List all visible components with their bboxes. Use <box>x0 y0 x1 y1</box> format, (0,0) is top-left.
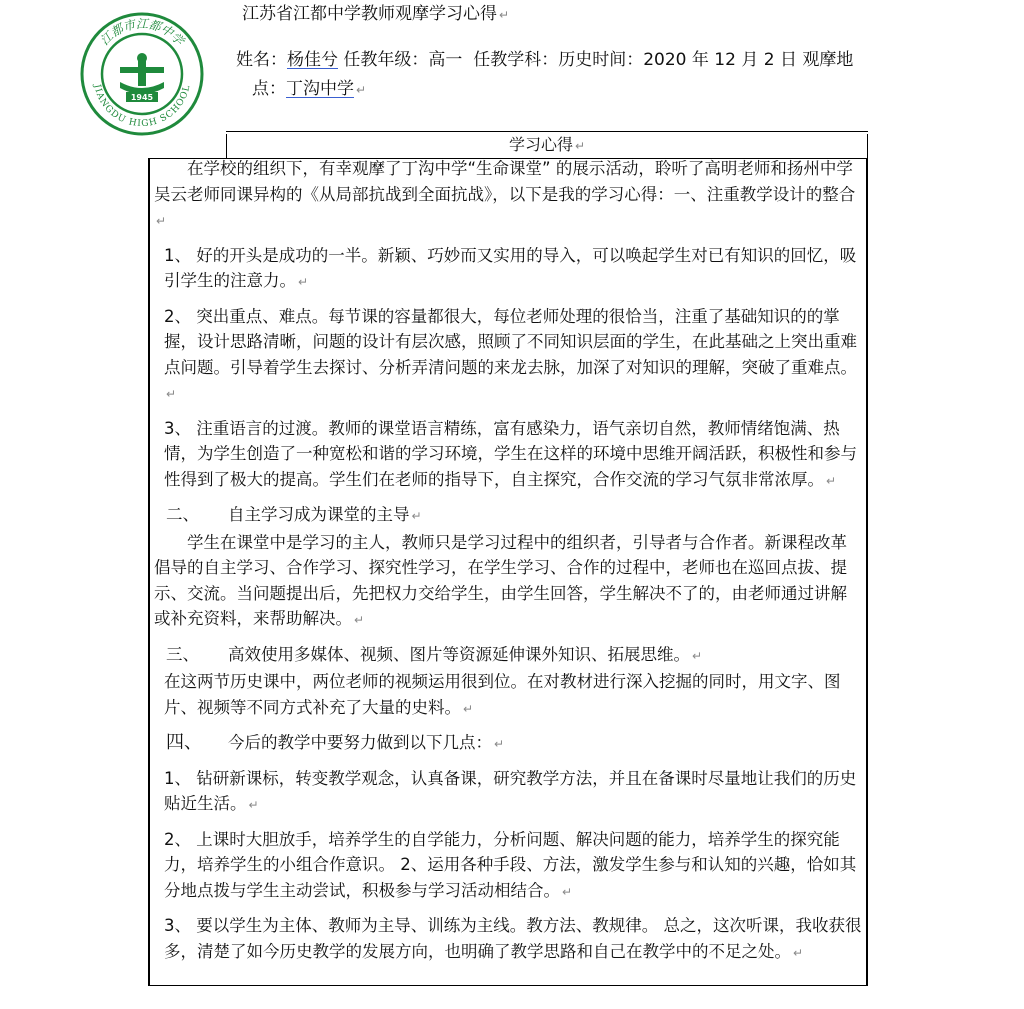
time-label: 时间： <box>592 50 644 70</box>
logo-top-text: 江都市江都中学 <box>97 17 187 48</box>
name-value: 杨佳兮 <box>287 50 338 70</box>
document-title: 江苏省江都中学教师观摩学习心得 ↵ <box>242 4 510 24</box>
content-body <box>154 156 862 966</box>
school-logo <box>80 12 204 136</box>
place-label-a: 观摩地 <box>796 50 854 70</box>
grade-label: 任教年级： <box>338 50 429 70</box>
logo-year: 1945 <box>130 93 154 102</box>
logo-bottom-text: JIANGDU HIGH SCHOOL <box>91 83 193 130</box>
subject-label: 任教学科： <box>467 50 559 70</box>
paragraph-point-2: 2、 突出重点、难点。每节课的容量都很大，每位老师处理的很恰当，注重了基础知识的的掌握，设计思路清晰，问题的设计有层次感，照顾了不同知识层面的学生，在此基础之上突出重难点问题。引导着学生去探讨、分析弄清问题的来龙去脉，加深了对知识的理解，突破了重难点。↵ <box>164 306 857 401</box>
document-title-text: 江苏省江都中学教师观摩学习心得 <box>242 4 497 24</box>
teacher-info-line <box>236 48 853 72</box>
paragraph-point-3: 3、 注重语言的过渡。教师的课堂语言精练，富有感染力，语气亲切自然，教师情绪饱满、热情，为学生创造了一种宽松和谐的学习环境，学生在这样的环境中思维开阔活跃，积极性和参与性得到了极大的提高。学生们在老师的指导下，自主探究，合作交流的学习气氛非常浓厚。 ↵ <box>164 418 857 489</box>
name-label: 姓名： <box>236 50 287 70</box>
subject-value: 历史 <box>558 50 593 70</box>
section-heading-2: 二、 自主学习成为课堂的主导 ↵ <box>166 505 422 524</box>
place-value: 丁沟中学 <box>286 79 354 99</box>
table-top-rule <box>226 131 868 132</box>
paragraph-point-1: 1、 好的开头是成功的一半。新颖、巧妙而又实用的导入，可以唤起学生对已有知识的回忆，吸引学生的注意力。 ↵ <box>164 245 857 290</box>
content-heading: 学习心得 ↵ <box>226 134 868 157</box>
school-emblem-icon <box>80 12 204 136</box>
paragraph-plan-1: 1、 钻研新课标，转变教学观念，认真备课，研究教学方法，并且在备课时尽量地让我们的历史贴近生活。 ↵ <box>164 768 857 813</box>
grade-value: 高一 <box>428 50 463 70</box>
paragraph-section-3: 在这两节历史课中，两位老师的视频运用很到位。在对教材进行深入挖掘的同时，用文字、图片、视频等不同方式补充了大量的史料。 ↵ <box>164 672 841 717</box>
section-heading-4: 四、 今后的教学中要努力做到以下几点： ↵ <box>166 732 505 753</box>
paragraph-intro: 在学校的组织下，有幸观摩了丁沟中学“生命课堂” 的展示活动，聆听了高明老师和扬州中学吴云老师同课异构的《从局部抗战到全面抗战》，以下是我的学习心得：一、注重教学设计的整合↵ <box>154 159 856 228</box>
section-heading-3: 三、 高效使用多媒体、视频、图片等资源延伸课外知识、拓展思维。 ↵ <box>166 644 703 664</box>
time-value: 2020 年 12 月 2 日 <box>643 50 797 70</box>
paragraph-plan-2: 2、 上课时大胆放手，培养学生的自学能力，分析问题、解决问题的能力，培养学生的探究能力，培养学生的小组合作意识。 2、运用各种手段、方法，激发学生参与和认知的兴趣，恰如其分地点拨与学生主动尝试，积极参与学习活动相结合。 ↵ <box>164 829 857 900</box>
content-heading-text: 学习心得 <box>508 135 573 154</box>
place-info-line: 点：丁沟中学 ↵ <box>252 79 367 99</box>
paragraph-section-2: 学生在课堂中是学习的主人，教师只是学习过程中的组织者，引导者与合作者。新课程改革倡导的自主学习、合作学习、探究性学习，在学生学习、合作的过程中，老师也在巡回点拔、提示、交流。当问题提出后，先把权力交给学生，由学生回答，学生解决不了的，由老师通过讲解或补充资料，来帮助解决。 ↵ <box>154 532 847 628</box>
paragraph-plan-3: 3、 要以学生为主体、教师为主导、训练为主线。教方法、教规律。 总之，这次听课，我收获很多，清楚了如今历史教学的发展方向，也明确了教学思路和自己在教学中的不足之处。 ↵ <box>164 916 862 961</box>
place-label-b: 点： <box>252 79 286 99</box>
